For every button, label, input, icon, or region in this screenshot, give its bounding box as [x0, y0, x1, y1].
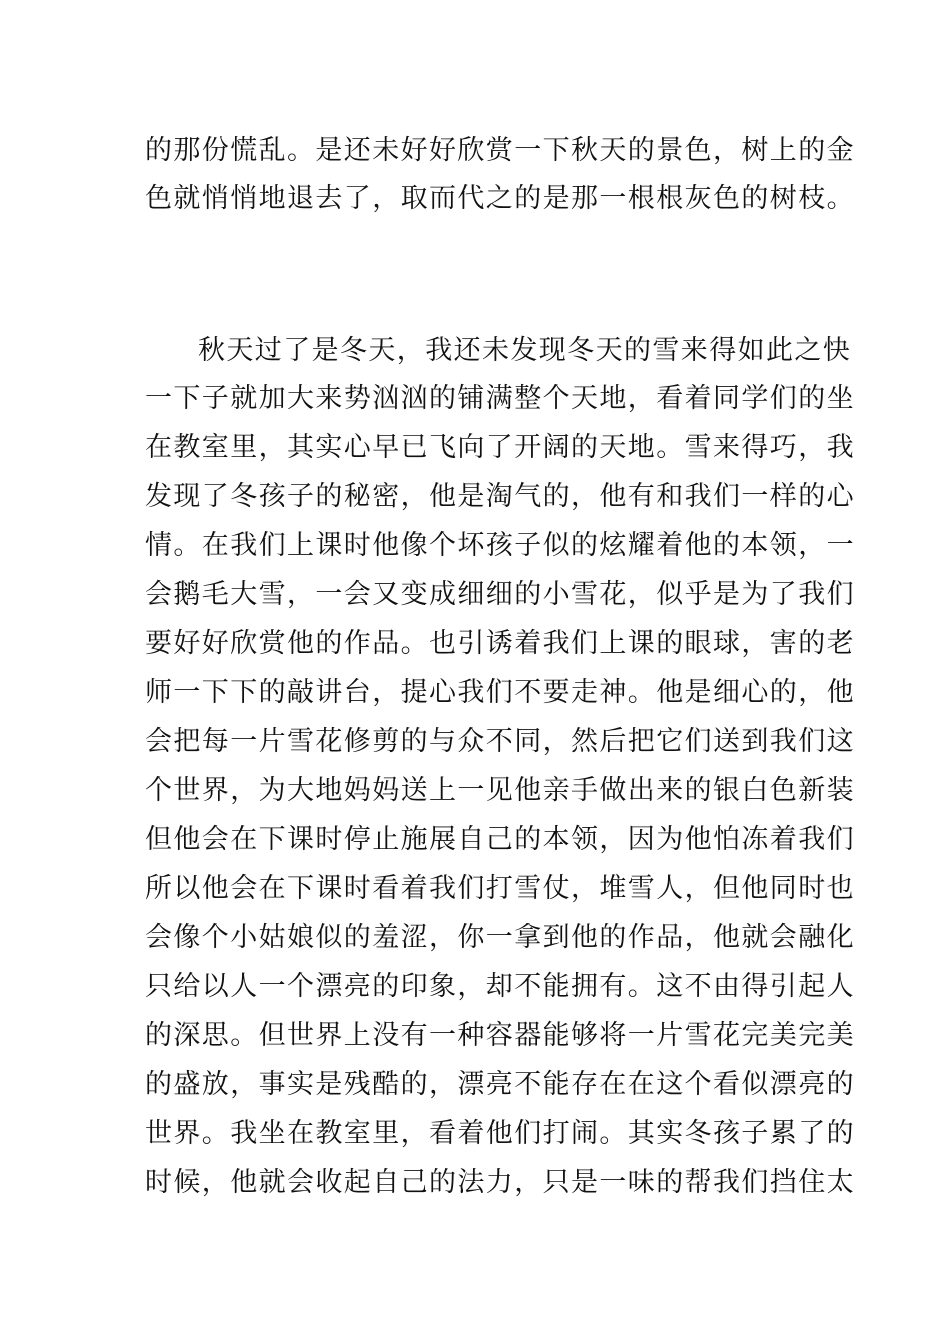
paragraph-2-line-16: 的盛放，事实是残酷的，漂亮不能存在在这个看似漂亮的 — [145, 1069, 855, 1100]
paragraph-2-line-3: 在教室里，其实心早已飞向了开阔的天地。雪来得巧，我 — [145, 432, 855, 463]
paragraph-2-line-15: 的深思。但世界上没有一种容器能够将一片雪花完美完美 — [145, 1020, 855, 1051]
paragraph-1-line-2: 色就悄悄地退去了，取而代之的是那一根根灰色的树枝。 — [145, 183, 855, 214]
paragraph-2-line-18: 时候，他就会收起自己的法力，只是一味的帮我们挡住太 — [145, 1167, 855, 1198]
paragraph-2-line-13: 会像个小姑娘似的羞涩，你一拿到他的作品，他就会融化 — [145, 922, 855, 953]
paragraph-2-line-8: 师一下下的敲讲台，提心我们不要走神。他是细心的，他 — [145, 677, 855, 708]
paragraph-2-line-4: 发现了冬孩子的秘密，他是淘气的，他有和我们一样的心 — [145, 481, 855, 512]
paragraph-2-line-7: 要好好欣赏他的作品。也引诱着我们上课的眼球，害的老 — [145, 628, 855, 659]
paragraph-2-line-6: 会鹅毛大雪，一会又变成细细的小雪花，似乎是为了我们 — [145, 579, 855, 610]
paragraph-2-line-12: 所以他会在下课时看着我们打雪仗，堆雪人，但他同时也 — [145, 873, 855, 904]
paragraph-1-line-1: 的那份慌乱。是还未好好欣赏一下秋天的景色，树上的金 — [145, 135, 855, 166]
paragraph-2-line-14: 只给以人一个漂亮的印象，却不能拥有。这不由得引起人 — [145, 971, 855, 1002]
paragraph-2-line-5: 情。在我们上课时他像个坏孩子似的炫耀着他的本领，一 — [145, 530, 855, 561]
paragraph-2-line-9: 会把每一片雪花修剪的与众不同，然后把它们送到我们这 — [145, 726, 855, 757]
paragraph-2-line-17: 世界。我坐在教室里，看着他们打闹。其实冬孩子累了的 — [145, 1118, 855, 1149]
paragraph-2-line-11: 但他会在下课时停止施展自己的本领，因为他怕冻着我们 — [145, 824, 855, 855]
paragraph-2-line-2: 一下子就加大来势汹汹的铺满整个天地，看着同学们的坐 — [145, 383, 855, 414]
paragraph-2-line-10: 个世界，为大地妈妈送上一见他亲手做出来的银白色新装 — [145, 775, 855, 806]
paragraph-2-line-1: 秋天过了是冬天，我还未发现冬天的雪来得如此之快 — [198, 335, 852, 366]
